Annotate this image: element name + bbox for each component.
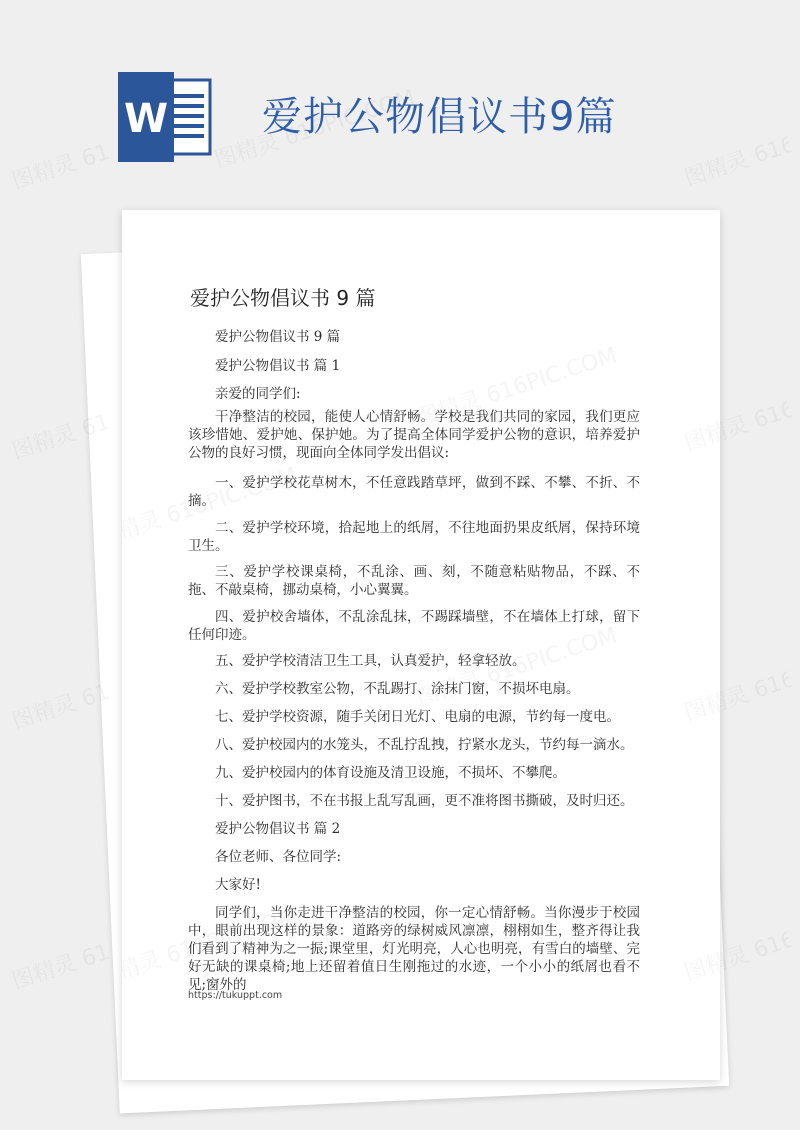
- paragraph: 十、爱护图书，不在书报上乱写乱画，更不准将图书撕破，及时归还。: [215, 793, 634, 809]
- paragraph: 干净整洁的校园，能使人心情舒畅。学校是我们共同的家园，我们更应该珍惜她、爱护她、保护她。为了提高全体同学爱护公物的意识，培养爱护公物的良好习惯，现面向全体同学发出倡议:: [188, 409, 640, 461]
- paragraph: 大家好!: [215, 877, 261, 893]
- paragraph: 五、爱护学校清洁卫生工具，认真爱护，轻拿轻放。: [215, 653, 526, 669]
- paragraph: 四、爱护校舍墙体，不乱涂乱抹，不踢踩墙壁，不在墙体上打球，留下任何印迹。: [188, 609, 640, 643]
- paragraph: 七、爱护学校资源，随手关闭日光灯、电扇的电源，节约每一度电。: [215, 709, 620, 725]
- paragraph: 爱护公物倡议书 9 篇: [215, 329, 341, 345]
- svg-text:W: W: [123, 96, 169, 142]
- watermark: [8, 675, 113, 735]
- paragraph: 各位老师、各位同学:: [215, 849, 342, 865]
- paragraph: 一、爱护学校花草树木，不任意践踏草坪，做到不踩、不攀、不折、不摘。: [188, 475, 640, 509]
- watermark: [8, 935, 113, 995]
- paragraph: 九、爱护校园内的体育设施及清卫设施，不损坏、不攀爬。: [215, 765, 566, 781]
- document-title: 爱护公物倡议书 9 篇: [190, 286, 376, 310]
- paragraph: 爱护公物倡议书 篇 2: [215, 821, 341, 837]
- document-page: [122, 210, 720, 1080]
- paragraph: 三、爱护学校课桌椅，不乱涂、画、刻，不随意粘贴物品，不踩、不拖、不敲桌椅，挪动桌椅，小心翼翼。: [188, 564, 640, 598]
- header-banner: [0, 0, 800, 200]
- paragraph: 亲爱的同学们:: [215, 386, 301, 402]
- word-document-icon: [118, 72, 214, 162]
- paragraph: 同学们，当你走进干净整洁的校园，你一定心情舒畅。当你漫步于校园中，眼前出现这样的景象：道路旁的绿树威风凛凛，栩栩如生，整齐得让我们看到了精神为之一振;课堂里，灯光明亮，人心也明亮，有雪白的墙壁、完好无缺的课桌椅;地上还留着值日生刚拖过的水迹，一个小小的纸屑也看不见;窗外的: [188, 905, 640, 993]
- page-title: 爱护公物倡议书9篇: [262, 94, 617, 140]
- paragraph: 六、爱护学校教室公物，不乱踢打、涂抹门窗，不损坏电扇。: [215, 681, 580, 697]
- footer-url: https://tukuppt.com: [188, 990, 283, 1001]
- paragraph: 八、爱护校园内的水笼头，不乱拧乱拽，拧紧水龙头，节约每一滴水。: [215, 737, 634, 753]
- paragraph: 二、爱护学校环境，拾起地上的纸屑，不往地面扔果皮纸屑，保持环境卫生。: [188, 520, 640, 554]
- paragraph: 爱护公物倡议书 篇 1: [215, 358, 341, 374]
